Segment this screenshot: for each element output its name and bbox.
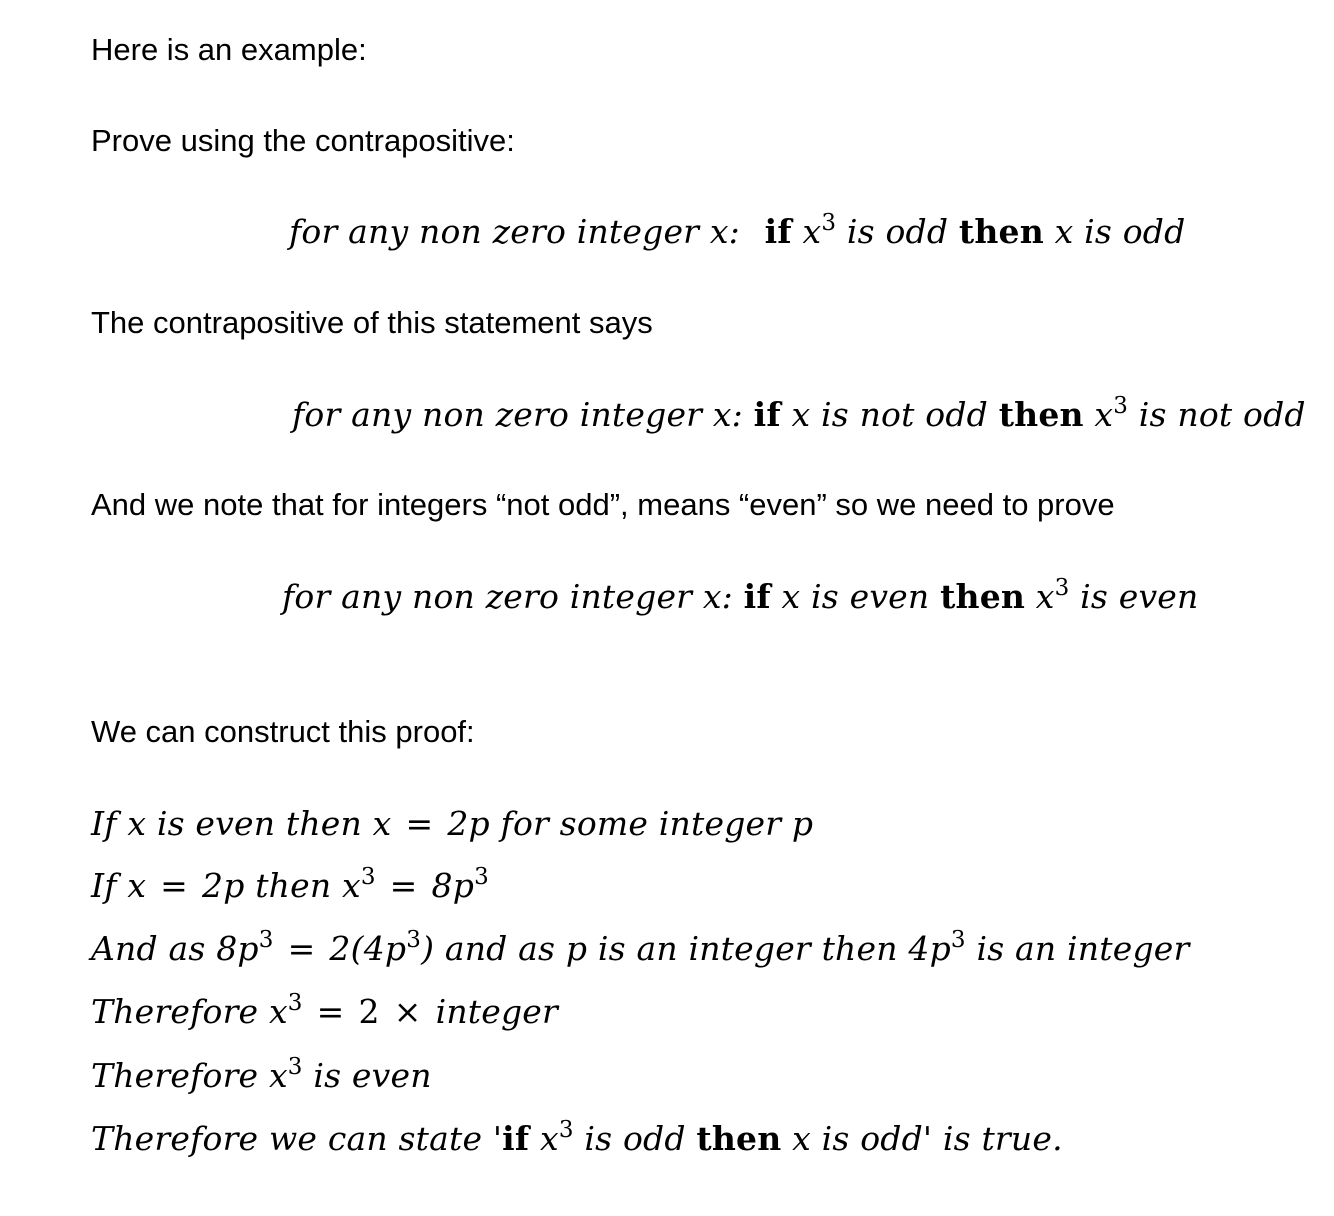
statement-even	[282, 575, 1199, 619]
proof-line-4-rhs-word: integer	[435, 992, 558, 1031]
proof-line-2-equals-2: =	[389, 866, 418, 905]
statement-contrapositive-tail: is not odd	[1138, 395, 1306, 434]
proof-line-4-times: ×	[393, 992, 422, 1031]
statement-original-exp: 3	[821, 210, 837, 236]
statement-even-if: if	[743, 577, 771, 616]
contrapositive-intro-text: The contrapositive of this statement says	[91, 305, 653, 340]
proof-line-6	[91, 1117, 1063, 1161]
proof-line-5-tail: is even	[313, 1056, 432, 1095]
statement-contrapositive-prefix: for any non zero integer x:	[292, 395, 743, 434]
statement-original-tail: x is odd	[1054, 212, 1186, 251]
proof-line-3-exp-3: 3	[950, 927, 966, 953]
proof-line-2-lhs: If x	[91, 866, 147, 905]
proof-line-4-equals: =	[316, 992, 345, 1031]
proof-line-3-exp-1: 3	[258, 927, 274, 953]
statement-contrapositive	[292, 393, 1306, 437]
proof-line-4-exp: 3	[287, 990, 303, 1016]
statement-even-then: then	[940, 577, 1026, 616]
proof-line-5-exp: 3	[287, 1054, 303, 1080]
proof-line-2-mid: 2p then x	[202, 866, 361, 905]
proof-line-5-lhs: Therefore x	[91, 1056, 288, 1095]
proof-line-2	[91, 864, 489, 908]
proof-line-6-then: then	[696, 1119, 782, 1158]
proof-line-3-mid-a: 2(4p	[329, 929, 407, 968]
intro-text: Here is an example:	[91, 32, 367, 67]
statement-contrapositive-mid: x is not odd	[791, 395, 988, 434]
statement-contrapositive-exp: 3	[1113, 393, 1129, 419]
statement-original	[289, 210, 1185, 254]
proof-line-2-exp-1: 3	[360, 864, 376, 890]
proof-line-3-equals: =	[287, 929, 316, 968]
proof-line-4-rhs-number: 2	[358, 992, 380, 1031]
proof-line-1-lhs: If x is even then x	[91, 804, 392, 843]
proof-line-2-rhs: 8p	[431, 866, 475, 905]
statement-original-prefix: for any non zero integer x:	[289, 212, 740, 251]
statement-even-exp: 3	[1054, 575, 1070, 601]
statement-even-base: x	[1035, 577, 1055, 616]
proof-line-6-pre: Therefore we can state '	[91, 1119, 503, 1158]
proof-line-3-lhs: And as 8p	[91, 929, 259, 968]
prove-prompt-text: Prove using the contrapositive:	[91, 123, 515, 158]
proof-line-6-base: x	[540, 1119, 559, 1158]
proof-line-3	[91, 927, 1189, 971]
proof-line-4	[91, 990, 558, 1034]
statement-original-base: x	[802, 212, 822, 251]
statement-even-tail: is even	[1080, 577, 1199, 616]
statement-contrapositive-then: then	[998, 395, 1084, 434]
statement-contrapositive-base: x	[1094, 395, 1114, 434]
proof-line-3-mid-b: ) and as p is an integer then 4p	[421, 929, 951, 968]
statement-original-then: then	[958, 212, 1044, 251]
proof-line-1	[91, 802, 813, 846]
proof-line-2-exp-2: 3	[474, 864, 489, 890]
proof-line-2-equals-1: =	[160, 866, 189, 905]
proof-line-3-tail: is an integer	[976, 929, 1190, 968]
note-text: And we note that for integers “not odd”, means “even” so we need to prove	[91, 487, 1115, 522]
proof-line-6-mid: is odd	[584, 1119, 686, 1158]
statement-even-mid: x is even	[781, 577, 930, 616]
proof-line-3-exp-2: 3	[406, 927, 422, 953]
proof-line-1-equals: =	[405, 804, 434, 843]
proof-line-6-if: if	[502, 1119, 530, 1158]
construct-text: We can construct this proof:	[91, 714, 475, 749]
proof-line-6-tail: x is odd' is true.	[792, 1119, 1063, 1158]
statement-even-prefix: for any non zero integer x:	[282, 577, 733, 616]
proof-line-4-lhs: Therefore x	[91, 992, 288, 1031]
proof-line-6-exp: 3	[558, 1117, 574, 1143]
statement-original-if: if	[764, 212, 792, 251]
statement-contrapositive-if: if	[753, 395, 781, 434]
proof-line-5	[91, 1054, 432, 1098]
statement-original-mid: is odd	[846, 212, 949, 251]
proof-line-1-rhs: 2p for some integer p	[447, 804, 814, 843]
